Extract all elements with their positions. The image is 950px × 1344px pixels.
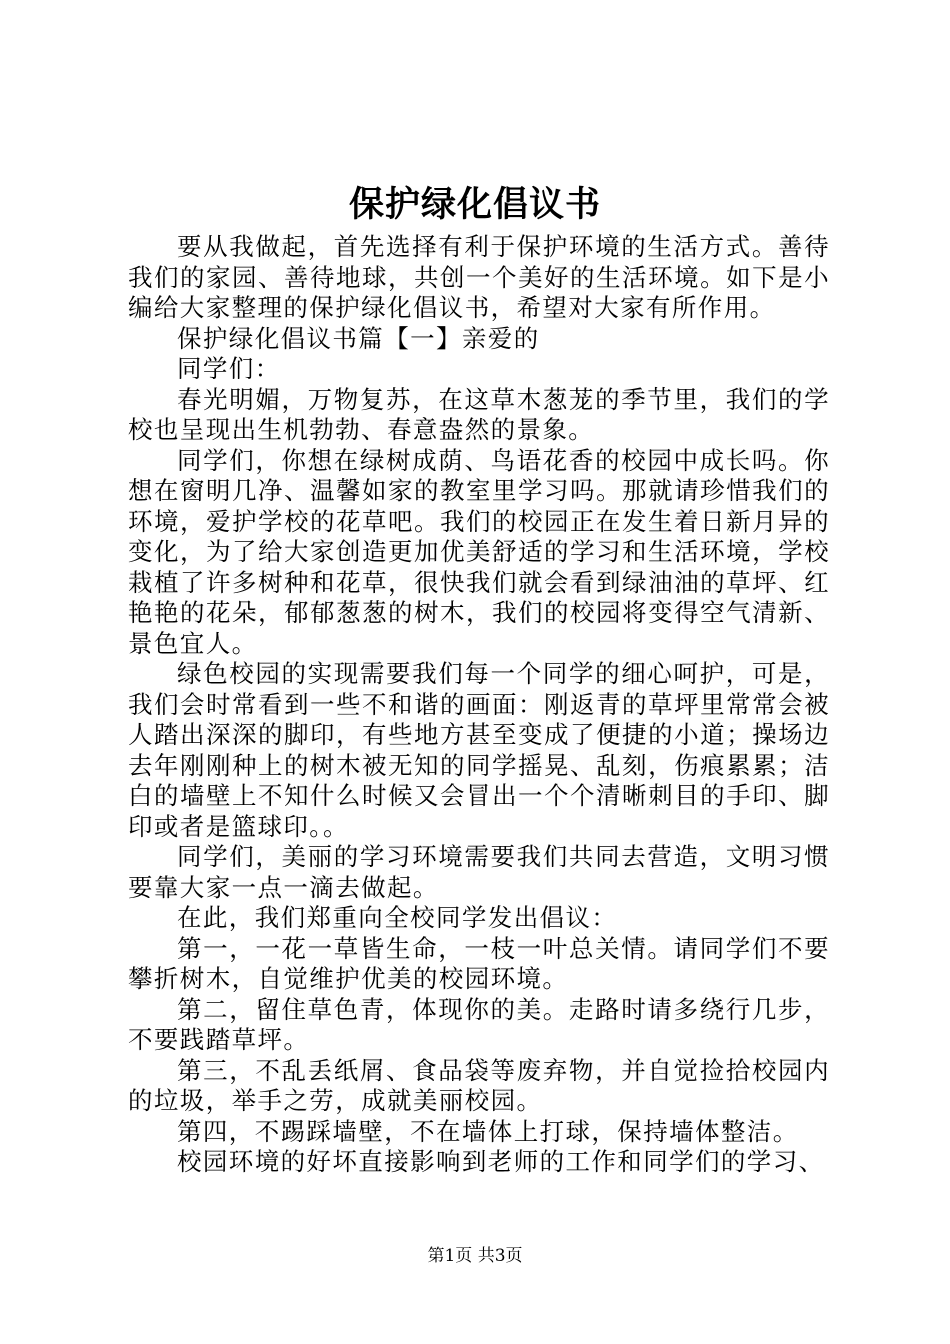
paragraph: 第三，不乱丢纸屑、食品袋等废弃物，并自觉捡拾校园内的垃圾，举手之劳，成就美丽校园。: [128, 1055, 830, 1115]
paragraph: 绿色校园的实现需要我们每一个同学的细心呵护，可是，我们会时常看到一些不和谐的画面：刚返青的草坪里常常会被人踏出深深的脚印，有些地方甚至变成了便捷的小道；操场边去年刚刚种上的树木被无知的同学摇晃、乱刻，伤痕累累；洁白的墙壁上不知什么时候又会冒出一个个清晰刺目的手印、脚印或者是篮球印。。: [128, 659, 830, 841]
page-footer: 第1页 共3页: [427, 1246, 523, 1266]
paragraph: 第四，不踢踩墙壁，不在墙体上打球，保持墙体整洁。: [177, 1116, 799, 1146]
paragraph: 第二，留住草色青，体现你的美。走路时请多绕行几步，不要践踏草坪。: [128, 994, 830, 1054]
paragraph: 保护绿化倡议书篇【一】亲爱的: [177, 323, 540, 353]
paragraph: 在此，我们郑重向全校同学发出倡议：: [177, 903, 618, 932]
paragraph: 校园环境的好坏直接影响到老师的工作和同学们的学习、: [177, 1147, 825, 1176]
paragraph: 同学们，美丽的学习环境需要我们共同去营造，文明习惯要靠大家一点一滴去做起。: [128, 842, 830, 902]
paragraph: 要从我做起，首先选择有利于保护环境的生活方式。善待我们的家园、善待地球，共创一个美好的生活环境。如下是小编给大家整理的保护绿化倡议书，希望对大家有所作用。: [128, 232, 830, 322]
paragraph: 春光明媚，万物复苏，在这草木葱茏的季节里，我们的学校也呈现出生机勃勃、春意盎然的景象。: [128, 384, 830, 444]
paragraph: 第一，一花一草皆生命，一枝一叶总关情。请同学们不要攀折树木，自觉维护优美的校园环境。: [128, 933, 830, 993]
document-title: 保护绿化倡议书: [348, 184, 601, 225]
paragraph: 同学们：: [177, 354, 281, 383]
document-body: [128, 232, 830, 1178]
paragraph: 同学们，你想在绿树成荫、鸟语花香的校园中成长吗。你想在窗明几净、温馨如家的教室里学习吗。那就请珍惜我们的环境，爱护学校的花草吧。我们的校园正在发生着日新月异的变化，为了给大家创造更加优美舒适的学习和生活环境，学校栽植了许多树种和花草，很快我们就会看到绿油油的草坪、红艳艳的花朵，郁郁葱葱的树木，我们的校园将变得空气清新、景色宜人。: [128, 445, 830, 658]
